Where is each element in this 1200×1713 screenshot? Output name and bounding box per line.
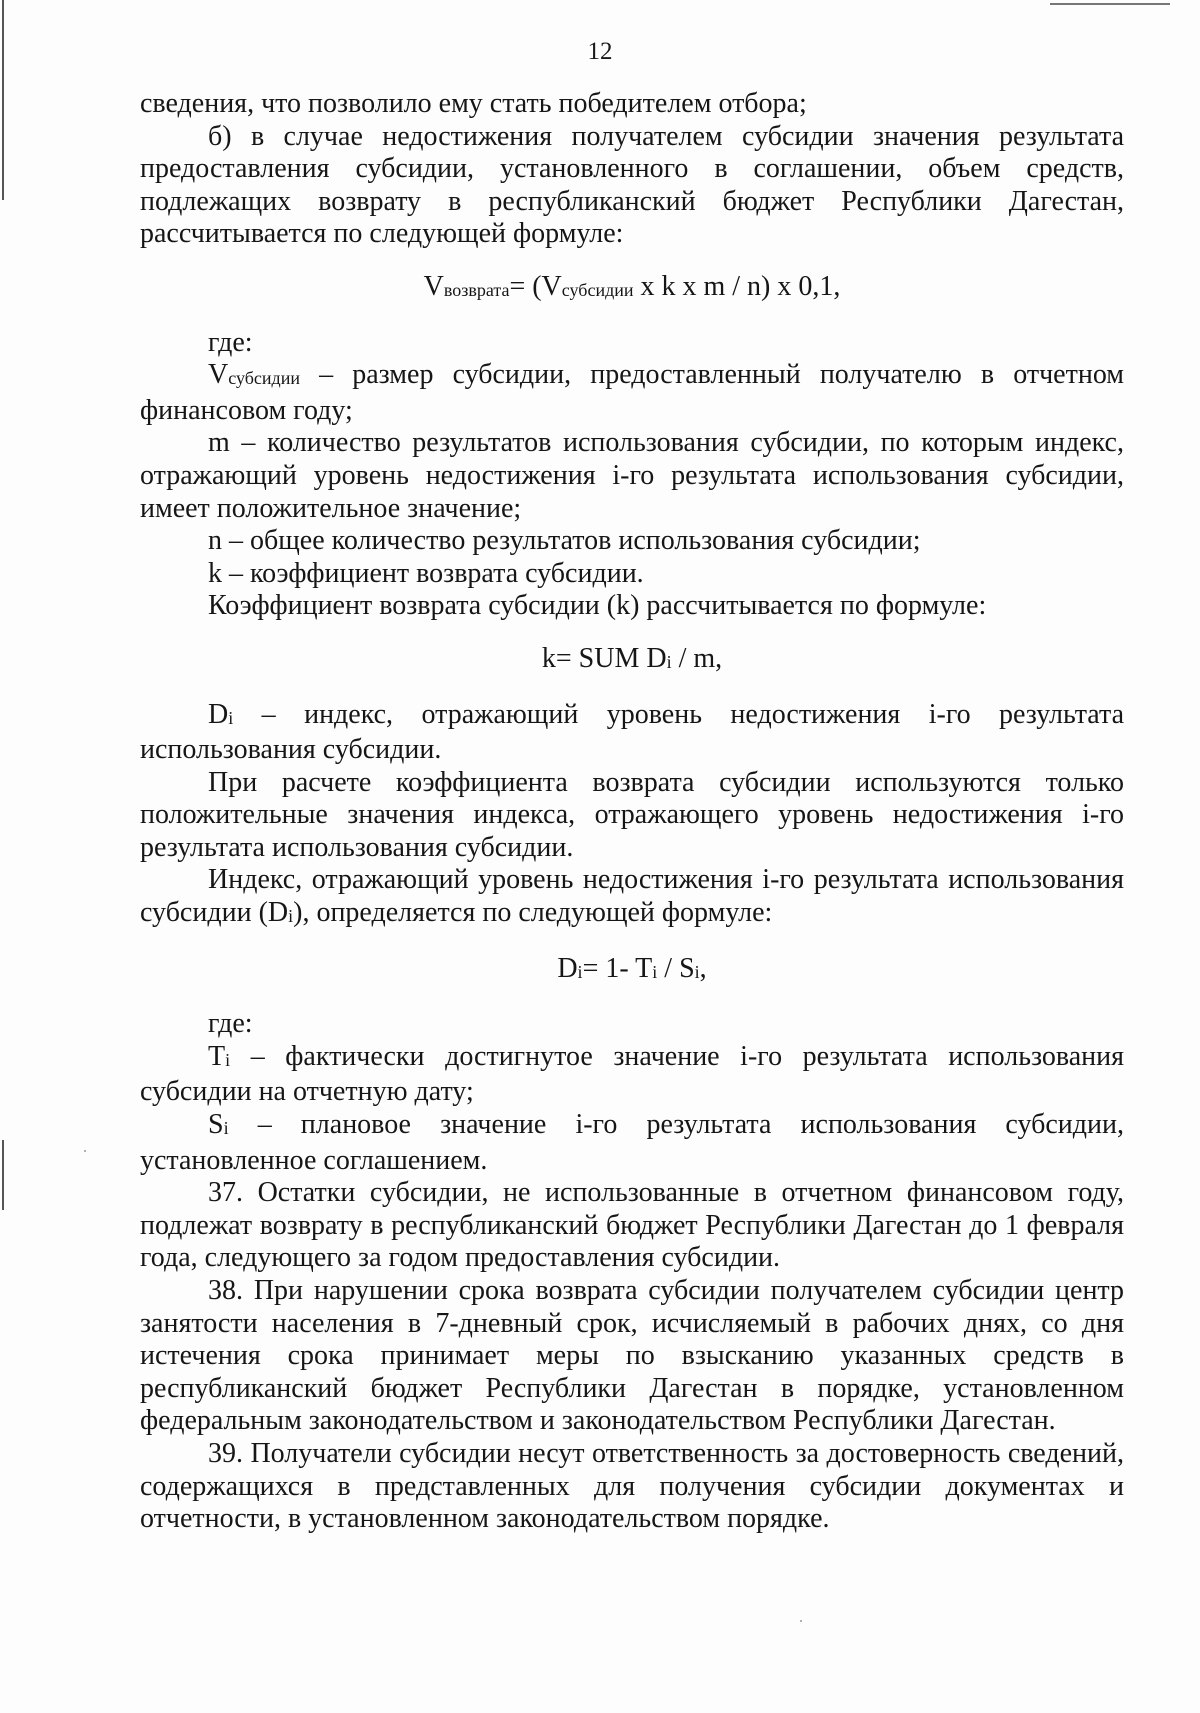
definition-m: m – количество результатов использования субсидии, по которым индекс, отражающий уровень недостижения i-го результата использования субсидии, имеет положительное значение; — [140, 427, 1124, 524]
scan-edge-mark — [1050, 3, 1170, 5]
k-formula-intro: Коэффициент возврата субсидии (k) рассчитывается по формуле: — [208, 590, 987, 622]
definition-vsub: Vсубсидии – размер субсидии, предоставленный получателю в отчетном финансовом году; — [140, 359, 1124, 426]
where-label: где: — [208, 326, 253, 358]
item-38: 38. При нарушении срока возврата субсидии получателем субсидии центр занятости населения в 7-дневный срок, исчисляемый в рабочих днях, со дня истечения срока принимает меры по взысканию указанных средств в республиканский бюджет Республики Дагестан в порядке, установленном федеральным законодательством и законодательством Республики Дагестан. — [140, 1275, 1124, 1437]
paragraph-b: б) в случае недостижения получателем субсидии значения результата предоставления субсидии, установленного в соглашении, объем средств, подлежащих возврату в республиканский бюджет Республики Дагестан, рассчитывается по следующей формуле: — [140, 120, 1124, 250]
paragraph-index-intro: Индекс, отражающий уровень недостижения i-го результата использования субсидии (Di), определяется по следующей формуле: — [140, 864, 1124, 929]
item-39: 39. Получатели субсидии несут ответственность за достоверность сведений, содержащихся в представленных для получения субсидии документах и отчетности, в установленном законодательством порядке. — [140, 1437, 1124, 1535]
scan-speck — [800, 1620, 802, 1622]
definition-n: n – общее количество результатов использования субсидии; — [208, 525, 921, 557]
definition-si: Si – плановое значение i-го результата использования субсидии, установленное соглашением. — [140, 1109, 1124, 1176]
definition-di: Di – индекс, отражающий уровень недостижения i-го результата использования субсидии. — [140, 698, 1124, 766]
paragraph-positive-values: При расчете коэффициента возврата субсидии используются только положительные значения индекса, отражающего уровень недостижения i-го результата использования субсидии. — [140, 766, 1124, 863]
where-label: где: — [208, 1008, 253, 1040]
document-body — [140, 88, 1124, 1536]
scan-speck — [84, 1150, 86, 1152]
scan-edge-mark — [2, 0, 4, 200]
formula-k: k= SUM Di / m, — [541, 642, 723, 674]
definition-ti: Ti – фактически достигнутое значение i-го результата использования субсидии на отчетную дату; — [140, 1040, 1124, 1108]
definition-k: k – коэффициент возврата субсидии. — [208, 557, 644, 589]
paragraph-continuation: сведения, что позволило ему стать победителем отбора; — [140, 88, 807, 119]
formula-return-volume: Vвозврата= (Vсубсидии x k x m / n) x 0,1, — [423, 270, 841, 302]
page-number: 12 — [587, 38, 613, 65]
formula-di: Di= 1- Ti / Si, — [557, 952, 707, 984]
scan-edge-mark — [2, 1140, 4, 1210]
item-37: 37. Остатки субсидии, не использованные в отчетном финансовом году, подлежат возврату в республиканский бюджет Республики Дагестан до 1 февраля года, следующего за годом предоставления субсидии. — [140, 1177, 1124, 1274]
